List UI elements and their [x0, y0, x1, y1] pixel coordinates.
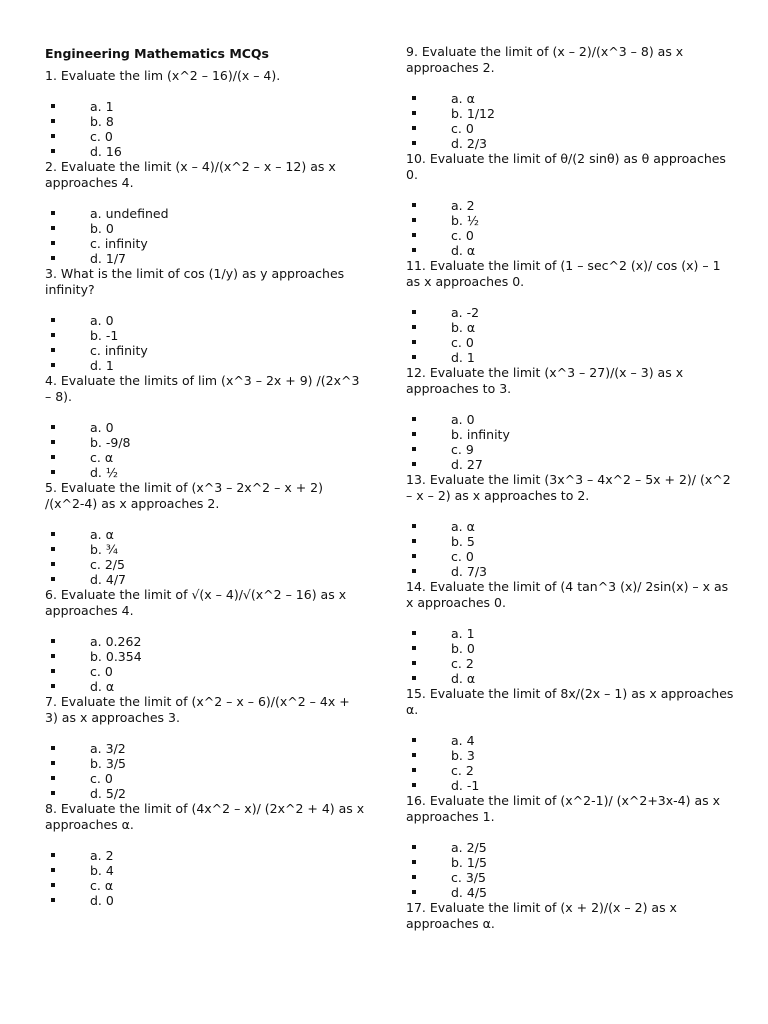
option-text: d. 1/7	[90, 251, 126, 266]
option-text: a. 2	[90, 848, 114, 863]
square-bullet-icon	[51, 241, 55, 245]
option-item	[406, 519, 736, 534]
option-item	[45, 251, 365, 266]
square-bullet-icon	[51, 226, 55, 230]
option-item	[45, 863, 365, 878]
option-item	[45, 542, 365, 557]
square-bullet-icon	[51, 256, 55, 260]
square-bullet-icon	[51, 898, 55, 902]
square-bullet-icon	[51, 134, 55, 138]
square-bullet-icon	[51, 654, 55, 658]
option-text: d. 4/5	[451, 885, 487, 900]
option-item	[45, 236, 365, 251]
option-text: d. 1	[451, 350, 475, 365]
question-text: 16. Evaluate the limit of (x^2-1)/ (x^2+3x-4) as x approaches 1.	[406, 793, 721, 824]
square-bullet-icon	[412, 126, 416, 130]
option-item	[45, 848, 365, 863]
option-list	[406, 519, 736, 579]
option-item	[45, 756, 365, 771]
question-block	[406, 365, 736, 472]
option-text: d. ½	[90, 465, 118, 480]
left-column	[45, 44, 365, 908]
option-text: c. α	[90, 878, 114, 893]
square-bullet-icon	[412, 355, 416, 359]
square-bullet-icon	[412, 141, 416, 145]
option-list	[406, 626, 736, 686]
square-bullet-icon	[412, 890, 416, 894]
option-item	[45, 144, 365, 159]
option-text: b. ½	[451, 213, 479, 228]
option-text: c. 0	[90, 664, 113, 679]
square-bullet-icon	[51, 318, 55, 322]
square-bullet-icon	[412, 218, 416, 222]
option-list	[45, 848, 365, 908]
square-bullet-icon	[51, 639, 55, 643]
question-block	[406, 472, 736, 579]
option-list	[45, 741, 365, 801]
option-text: c. α	[90, 450, 114, 465]
option-item	[406, 350, 736, 365]
option-item	[45, 771, 365, 786]
option-text: d. 1	[90, 358, 114, 373]
option-text: b. 1/5	[451, 855, 487, 870]
square-bullet-icon	[412, 233, 416, 237]
square-bullet-icon	[51, 348, 55, 352]
square-bullet-icon	[412, 96, 416, 100]
option-text: d. 7/3	[451, 564, 487, 579]
question-block	[45, 68, 365, 159]
option-text: b. 5	[451, 534, 475, 549]
option-text: a. 2/5	[451, 840, 487, 855]
option-item	[45, 435, 365, 450]
option-text: c. 0	[451, 335, 474, 350]
square-bullet-icon	[412, 845, 416, 849]
option-item	[406, 320, 736, 335]
question-text: 12. Evaluate the limit (x^3 – 27)/(x – 3) as x approaches to 3.	[406, 365, 684, 396]
square-bullet-icon	[412, 661, 416, 665]
option-list	[406, 198, 736, 258]
option-item	[45, 557, 365, 572]
square-bullet-icon	[412, 631, 416, 635]
option-item	[45, 328, 365, 343]
option-item	[45, 420, 365, 435]
option-item	[406, 564, 736, 579]
square-bullet-icon	[51, 104, 55, 108]
option-item	[406, 228, 736, 243]
square-bullet-icon	[412, 569, 416, 573]
option-item	[406, 870, 736, 885]
option-item	[45, 786, 365, 801]
option-text: a. 0	[451, 412, 475, 427]
option-text: c. 0	[451, 228, 474, 243]
square-bullet-icon	[412, 738, 416, 742]
option-item	[406, 121, 736, 136]
question-block	[45, 587, 365, 694]
square-bullet-icon	[51, 425, 55, 429]
square-bullet-icon	[412, 783, 416, 787]
option-item	[45, 450, 365, 465]
option-item	[406, 213, 736, 228]
question-block	[406, 579, 736, 686]
question-text: 6. Evaluate the limit of √(x – 4)/√(x^2 – 16) as x approaches 4.	[45, 587, 347, 618]
square-bullet-icon	[412, 768, 416, 772]
option-item	[45, 221, 365, 236]
option-text: c. 0	[451, 549, 474, 564]
square-bullet-icon	[51, 333, 55, 337]
square-bullet-icon	[51, 470, 55, 474]
option-item	[45, 878, 365, 893]
option-text: a. α	[451, 91, 475, 106]
option-text: c. 2/5	[90, 557, 125, 572]
square-bullet-icon	[412, 203, 416, 207]
option-item	[45, 114, 365, 129]
question-block	[406, 258, 736, 365]
option-text: d. 27	[451, 457, 483, 472]
option-list	[406, 305, 736, 365]
option-text: d. 5/2	[90, 786, 126, 801]
square-bullet-icon	[51, 455, 55, 459]
document-title: Engineering Mathematics MCQs	[45, 46, 269, 61]
option-item	[406, 243, 736, 258]
square-bullet-icon	[51, 577, 55, 581]
square-bullet-icon	[51, 868, 55, 872]
question-text: 4. Evaluate the limits of lim (x^3 – 2x + 9) /(2x^3 – 8).	[45, 373, 360, 404]
question-block	[406, 900, 736, 932]
option-text: a. 1	[451, 626, 475, 641]
option-item	[45, 634, 365, 649]
option-item	[406, 855, 736, 870]
question-block	[45, 159, 365, 266]
square-bullet-icon	[51, 119, 55, 123]
option-item	[406, 733, 736, 748]
option-text: a. 4	[451, 733, 475, 748]
option-item	[406, 106, 736, 121]
option-item	[406, 534, 736, 549]
square-bullet-icon	[412, 325, 416, 329]
square-bullet-icon	[51, 440, 55, 444]
square-bullet-icon	[412, 462, 416, 466]
question-text: 9. Evaluate the limit of (x – 2)/(x^3 – 8) as x approaches 2.	[406, 44, 684, 75]
option-text: d. α	[451, 671, 476, 686]
option-item	[406, 778, 736, 793]
option-text: b. -1	[90, 328, 119, 343]
square-bullet-icon	[412, 310, 416, 314]
option-list	[45, 634, 365, 694]
option-item	[45, 99, 365, 114]
option-text: a. -2	[451, 305, 480, 320]
option-text: b. 3	[451, 748, 475, 763]
option-text: a. 1	[90, 99, 114, 114]
question-text: 14. Evaluate the limit of (4 tan^3 (x)/ 2sin(x) – x as x approaches 0.	[406, 579, 729, 610]
square-bullet-icon	[412, 539, 416, 543]
option-text: a. α	[451, 519, 475, 534]
option-item	[406, 840, 736, 855]
option-item	[406, 656, 736, 671]
question-text: 8. Evaluate the limit of (4x^2 – x)/ (2x^2 + 4) as x approaches α.	[45, 801, 365, 832]
question-block	[406, 151, 736, 258]
question-block	[406, 44, 736, 151]
option-text: b. 1/12	[451, 106, 495, 121]
option-list	[406, 840, 736, 900]
option-item	[45, 358, 365, 373]
question-text: 11. Evaluate the limit of (1 – sec^2 (x)/ cos (x) – 1 as x approaches 0.	[406, 258, 721, 289]
option-item	[406, 442, 736, 457]
square-bullet-icon	[412, 753, 416, 757]
option-item	[45, 649, 365, 664]
option-text: a. 0	[90, 313, 114, 328]
option-list	[406, 733, 736, 793]
question-text: 17. Evaluate the limit of (x + 2)/(x – 2) as x approaches α.	[406, 900, 677, 931]
option-text: c. 2	[451, 656, 474, 671]
option-item	[406, 885, 736, 900]
option-text: d. 4/7	[90, 572, 126, 587]
option-item	[406, 412, 736, 427]
option-item	[406, 335, 736, 350]
option-item	[45, 465, 365, 480]
left-question-list	[45, 68, 365, 908]
option-item	[45, 893, 365, 908]
question-block	[406, 793, 736, 900]
option-text: d. 2/3	[451, 136, 487, 151]
option-text: b. -9/8	[90, 435, 131, 450]
square-bullet-icon	[51, 776, 55, 780]
option-text: a. undefined	[90, 206, 169, 221]
square-bullet-icon	[51, 547, 55, 551]
question-text: 15. Evaluate the limit of 8x/(2x – 1) as x approaches α.	[406, 686, 734, 717]
question-text: 5. Evaluate the limit of (x^3 – 2x^2 – x + 2) /(x^2-4) as x approaches 2.	[45, 480, 323, 511]
question-block	[45, 480, 365, 587]
option-text: b. infinity	[451, 427, 510, 442]
question-text: 13. Evaluate the limit (3x^3 – 4x^2 – 5x + 2)/ (x^2 – x – 2) as x approaches to 2.	[406, 472, 731, 503]
question-text: 7. Evaluate the limit of (x^2 – x – 6)/(x^2 – 4x + 3) as x approaches 3.	[45, 694, 350, 725]
square-bullet-icon	[412, 340, 416, 344]
option-text: d. 0	[90, 893, 114, 908]
square-bullet-icon	[51, 669, 55, 673]
square-bullet-icon	[51, 791, 55, 795]
question-text: 3. What is the limit of cos (1/y) as y approaches infinity?	[45, 266, 345, 297]
option-text: c. 0	[90, 771, 113, 786]
option-item	[406, 641, 736, 656]
square-bullet-icon	[51, 532, 55, 536]
option-text: b. ¾	[90, 542, 118, 557]
option-list	[45, 313, 365, 373]
option-text: c. 0	[90, 129, 113, 144]
question-text: 1. Evaluate the lim (x^2 – 16)/(x – 4).	[45, 68, 281, 83]
square-bullet-icon	[412, 248, 416, 252]
option-item	[45, 664, 365, 679]
option-item	[406, 763, 736, 778]
square-bullet-icon	[412, 646, 416, 650]
option-text: c. 3/5	[451, 870, 486, 885]
option-item	[45, 343, 365, 358]
square-bullet-icon	[412, 875, 416, 879]
square-bullet-icon	[412, 524, 416, 528]
square-bullet-icon	[412, 447, 416, 451]
option-item	[406, 549, 736, 564]
option-list	[45, 206, 365, 266]
question-block	[45, 266, 365, 373]
right-question-list	[406, 44, 736, 932]
square-bullet-icon	[412, 554, 416, 558]
option-text: d. α	[90, 679, 115, 694]
option-text: b. 0	[451, 641, 475, 656]
square-bullet-icon	[51, 562, 55, 566]
square-bullet-icon	[412, 860, 416, 864]
option-text: b. 3/5	[90, 756, 126, 771]
question-block	[45, 373, 365, 480]
option-item	[45, 206, 365, 221]
option-item	[406, 91, 736, 106]
square-bullet-icon	[412, 417, 416, 421]
question-text: 2. Evaluate the limit (x – 4)/(x^2 – x – 12) as x approaches 4.	[45, 159, 336, 190]
square-bullet-icon	[51, 363, 55, 367]
option-item	[45, 741, 365, 756]
option-text: c. infinity	[90, 236, 148, 251]
option-text: b. 0	[90, 221, 114, 236]
option-item	[45, 129, 365, 144]
option-item	[406, 748, 736, 763]
option-text: a. 2	[451, 198, 475, 213]
option-text: b. 8	[90, 114, 114, 129]
option-item	[406, 198, 736, 213]
option-text: a. 0.262	[90, 634, 142, 649]
square-bullet-icon	[51, 211, 55, 215]
option-text: b. 4	[90, 863, 114, 878]
option-item	[45, 572, 365, 587]
option-item	[406, 457, 736, 472]
option-item	[406, 427, 736, 442]
question-block	[406, 686, 736, 793]
option-text: c. 2	[451, 763, 474, 778]
option-text: a. 0	[90, 420, 114, 435]
question-text: 10. Evaluate the limit of θ/(2 sinθ) as θ approaches 0.	[406, 151, 726, 182]
square-bullet-icon	[51, 853, 55, 857]
option-text: d. 16	[90, 144, 122, 159]
square-bullet-icon	[412, 676, 416, 680]
option-item	[45, 679, 365, 694]
option-item	[406, 305, 736, 320]
question-block	[45, 801, 365, 908]
square-bullet-icon	[51, 684, 55, 688]
option-text: d. -1	[451, 778, 480, 793]
option-text: d. α	[451, 243, 476, 258]
square-bullet-icon	[412, 432, 416, 436]
right-column	[406, 44, 736, 947]
option-item	[406, 136, 736, 151]
option-list	[406, 412, 736, 472]
option-list	[45, 99, 365, 159]
option-text: b. α	[451, 320, 476, 335]
option-text: c. 9	[451, 442, 474, 457]
square-bullet-icon	[412, 111, 416, 115]
option-item	[406, 671, 736, 686]
square-bullet-icon	[51, 761, 55, 765]
option-list	[45, 527, 365, 587]
option-text: c. 0	[451, 121, 474, 136]
option-list	[45, 420, 365, 480]
option-item	[406, 626, 736, 641]
option-item	[45, 527, 365, 542]
square-bullet-icon	[51, 149, 55, 153]
square-bullet-icon	[51, 746, 55, 750]
option-list	[406, 91, 736, 151]
option-text: c. infinity	[90, 343, 148, 358]
option-text: a. 3/2	[90, 741, 126, 756]
question-block	[45, 694, 365, 801]
square-bullet-icon	[51, 883, 55, 887]
option-text: b. 0.354	[90, 649, 142, 664]
option-item	[45, 313, 365, 328]
option-text: a. α	[90, 527, 114, 542]
